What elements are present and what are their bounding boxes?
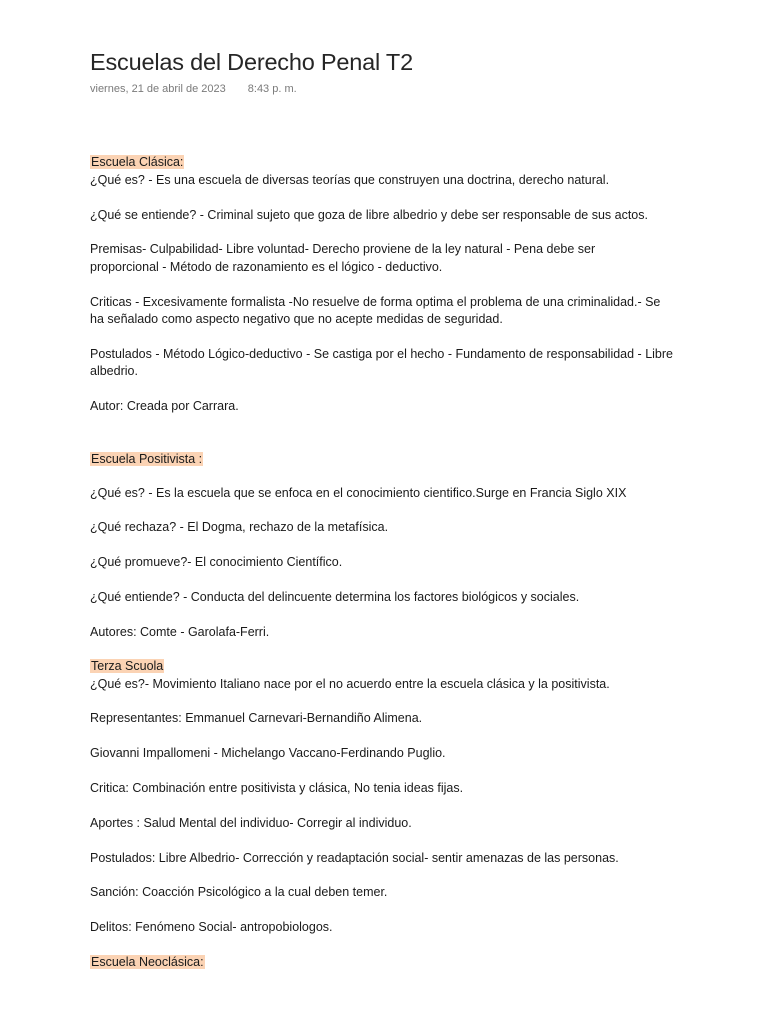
text-line[interactable]: Autor: Creada por Carrara. xyxy=(90,399,239,413)
text-line[interactable]: ¿Qué entiende? - Conducta del delincuente determina los factores biológicos y sociales. xyxy=(90,590,580,604)
text-line[interactable]: Postulados: Libre Albedrio- Corrección y readaptación social- sentir amenazas de las personas. xyxy=(90,851,619,865)
text-line[interactable]: ¿Qué se entiende? - Criminal sujeto que goza de libre albedrio y debe ser responsable de sus actos. xyxy=(90,208,648,222)
text-line[interactable]: Giovanni Impallomeni - Michelango Vaccano-Ferdinando Puglio. xyxy=(90,746,446,760)
text-line[interactable]: Postulados - Método Lógico-deductivo - Se castiga por el hecho - Fundamento de responsabilidad - Libre xyxy=(90,347,673,361)
text-line[interactable]: Sanción: Coacción Psicológico a la cual deben temer. xyxy=(90,885,388,899)
text-line[interactable]: Criticas - Excesivamente formalista -No resuelve de forma optima el problema de una criminalidad.- Se xyxy=(90,295,661,309)
text-line[interactable]: Delitos: Fenómeno Social- antropobiologos. xyxy=(90,920,333,934)
text-line[interactable]: Critica: Combinación entre positivista y clásica, No tenia ideas fijas. xyxy=(90,781,464,795)
text-line[interactable]: ¿Qué es?- Movimiento Italiano nace por el no acuerdo entre la escuela clásica y la positivista. xyxy=(90,677,610,691)
text-line[interactable]: ¿Qué es? - Es la escuela que se enfoca en el conocimiento cientifico.Surge en Francia Siglo XIX xyxy=(90,486,627,500)
text-line[interactable]: Representantes: Emmanuel Carnevari-Bernandiño Alimena. xyxy=(90,711,423,725)
text-line[interactable]: ¿Qué rechaza? - El Dogma, rechazo de la metafísica. xyxy=(90,520,389,534)
note-date: viernes, 21 de abril de 2023 xyxy=(90,83,226,95)
text-line[interactable]: proporcional - Método de razonamiento es el lógico - deductivo. xyxy=(90,260,443,274)
page-title[interactable]: Escuelas del Derecho Penal T2 xyxy=(90,49,413,75)
text-line[interactable]: Premisas- Culpabilidad- Libre voluntad- Derecho proviene de la ley natural - Pena debe ser xyxy=(90,242,596,256)
text-line[interactable]: ¿Qué es? - Es una escuela de diversas teorías que construyen una doctrina, derecho natural. xyxy=(90,173,610,187)
section-heading-terza[interactable]: Terza Scuola xyxy=(91,659,164,673)
note-time: 8:43 p. m. xyxy=(247,83,297,95)
text-line[interactable]: albedrio. xyxy=(90,364,138,378)
section-heading-positivista[interactable]: Escuela Positivista : xyxy=(91,452,203,466)
text-line[interactable]: Aportes : Salud Mental del individuo- Corregir al individuo. xyxy=(90,816,412,830)
note-metadata xyxy=(90,83,297,95)
section-heading-clasica[interactable]: Escuela Clásica: xyxy=(91,155,184,169)
text-line[interactable]: ha señalado como aspecto negativo que no acepte medidas de seguridad. xyxy=(90,312,503,326)
text-line[interactable]: Autores: Comte - Garolafa-Ferri. xyxy=(90,625,270,639)
text-line[interactable]: ¿Qué promueve?- El conocimiento Científico. xyxy=(90,555,343,569)
section-heading-neoclasica[interactable]: Escuela Neoclásica: xyxy=(91,955,204,969)
